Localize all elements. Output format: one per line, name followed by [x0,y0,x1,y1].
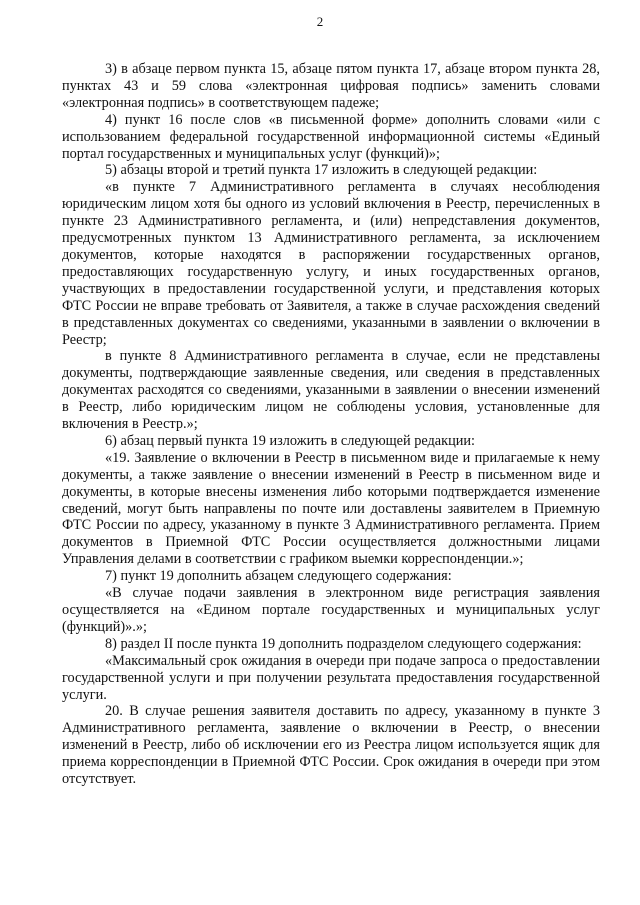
quoted-paragraph-point-8: в пункте 8 Административного регламента в случае, если не представлены документы, подтверждающие заявленные сведения, или сведения в представленных документах расходятся со сведениями, указанными в заявлении о внесении изменений в Реестр, либо юридическим лицом не соблюдены условия, установленные для включения в Реестр.»; [62,348,600,433]
quoted-paragraph-electronic: «В случае подачи заявления в электронном виде регистрация заявления осуществляется на «Едином портале государственных и муниципальных услуг (функций)».»; [62,585,600,635]
paragraph-item-8: 8) раздел II после пункта 19 дополнить подразделом следующего содержания: [105,635,582,652]
page-number: 2 [316,14,324,29]
paragraph-item-4: 4) пункт 16 после слов «в письменной форме» дополнить словами «или с использованием федеральной государственной информационной системы «Единый портал государственных и муниципальных услуг (функций)»; [62,111,600,162]
paragraph-item-3: 3) в абзаце первом пункта 15, абзаце пятом пункта 17, абзаце втором пункта 28, пунктах 43 и 59 слова «электронная цифровая подпись» заменить словами «электронная подпись» в соответствующем падеже; [62,61,600,111]
paragraph-item-7: 7) пункт 19 дополнить абзацем следующего содержания: [105,568,452,585]
paragraph-item-6: 6) абзац первый пункта 19 изложить в следующей редакции: [105,432,476,449]
quoted-paragraph-point-7: «в пункте 7 Административного регламента в случаях несоблюдения юридическим лицом хотя бы одного из условий включения в Реестр, перечисленных в пункте 23 Административного регламента, и (или) непредставления документов, предусмотренных пунктом 13 Административного регламента, за исключением документов, которые находятся в распоряжении государственных органов, предоставляющих государственную услугу, и иных государственных органов, участвующих в предоставлении государственной услуги, и представления которых ФТС России не вправе требовать от Заявителя, а также в случае расхождения сведений в представленных документах со сведениями, указанными в заявлении о включении в Реестр; [62,179,600,348]
paragraph-item-5: 5) абзацы второй и третий пункта 17 изложить в следующей редакции: [105,162,538,179]
document-body [62,61,600,788]
quoted-subheading-wait-time: «Максимальный срок ожидания в очереди при подаче запроса о предоставлении государственной услуги и при получении результата предоставления государственной услуги. [62,652,600,703]
quoted-paragraph-point-19: «19. Заявление о включении в Реестр в письменном виде и прилагаемые к нему документы, а также заявление о внесении изменений в Реестр в письменном виде и документы, в которые внесены изменения либо которыми подтверждается изменение сведений, могут быть направлены по почте или доставлены заявителем в Приемную ФТС России по адресу, указанному в пункте 3 Административного регламента. Прием документов в Приемной ФТС России осуществляется должностными лицами Управления делами в соответствии с графиком выемки корреспонденции.»; [62,449,600,568]
paragraph-point-20: 20. В случае решения заявителя доставить по адресу, указанному в пункте 3 Административного регламента, заявление о включении в Реестр, о внесении изменений в Реестр, либо об исключении его из Реестра лицом используется ящик для приема корреспонденции в Приемной ФТС России. Срок ожидания в очереди при этом отсутствует. [62,703,600,788]
